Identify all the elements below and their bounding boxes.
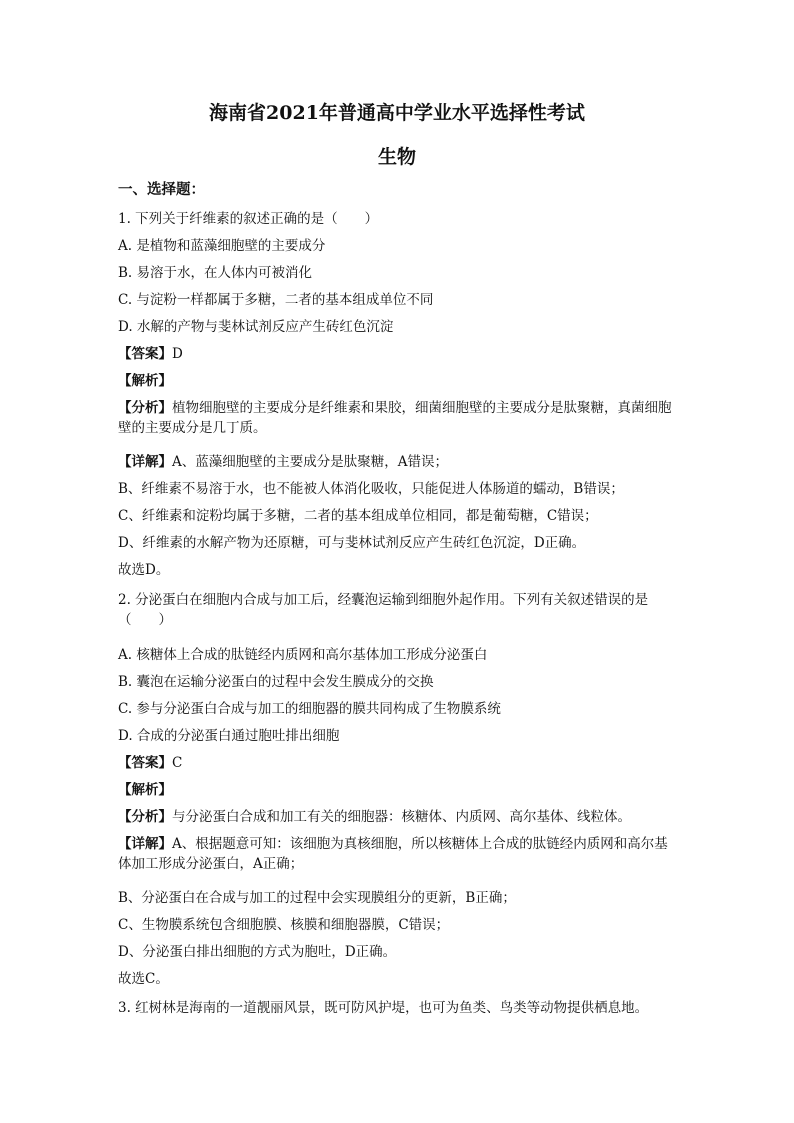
q3-stem: 3. 红树林是海南的一道靓丽风景，既可防风护堤，也可为鱼类、鸟类等动物提供栖息地。 — [118, 1000, 649, 1016]
q2-stem: 2. 分泌蛋白在细胞内合成与加工后，经囊泡运输到细胞外起作用。下列有关叙述错误的是（ ） — [118, 592, 649, 628]
q1-xiangjie-1: A、蓝藻细胞壁的主要成分是肽聚糖，A错误； — [172, 454, 448, 470]
q2-xiangjie-1: A、根据题意可知：该细胞为真核细胞，所以核糖体上合成的肽链经内质网和高尔基体加工形成分泌蛋白，A正确； — [118, 836, 668, 872]
q1-fenxi — [118, 398, 678, 438]
q2-xiangjie-2: B、分泌蛋白在合成与加工的过程中会实现膜组分的更新，B正确； — [118, 890, 516, 906]
q1-option-a: A. 是植物和蓝藻细胞壁的主要成分 — [118, 238, 326, 254]
q1-answer-tag: 【答案】 — [118, 346, 172, 362]
q2-option-b: B. 囊泡在运输分泌蛋白的过程中会发生膜成分的交换 — [118, 674, 434, 690]
q1-xiangjie — [118, 452, 678, 472]
q2-answer — [118, 753, 678, 773]
q2-fenxi-tag: 【分析】 — [118, 809, 172, 825]
q1-jiexi: 【解析】 — [118, 373, 172, 389]
section-heading: 一、选择题： — [118, 181, 205, 198]
q2-fenxi-text: 与分泌蛋白合成和加工有关的细胞器：核糖体、内质网、高尔基体、线粒体。 — [172, 809, 631, 825]
q2-answer-value: C — [172, 755, 183, 771]
q2-answer-tag: 【答案】 — [118, 755, 172, 771]
subject-title: 生物 — [377, 146, 416, 168]
q1-xiangjie-4: D、纤维素的水解产物为还原糖，可与斐林试剂反应产生砖红色沉淀，D正确。 — [118, 535, 586, 551]
q1-xiangjie-tag: 【详解】 — [118, 454, 172, 470]
q2-jiexi: 【解析】 — [118, 782, 172, 798]
q1-option-b: B. 易溶于水，在人体内可被消化 — [118, 265, 313, 281]
q2-option-c: C. 参与分泌蛋白合成与加工的细胞器的膜共同构成了生物膜系统 — [118, 701, 501, 717]
exam-title: 海南省2021年普通高中学业水平选择性考试 — [209, 102, 585, 124]
q2-option-a: A. 核糖体上合成的肽链经内质网和高尔基体加工形成分泌蛋白 — [118, 647, 488, 663]
q1-stem: 1. 下列关于纤维素的叙述正确的是（ ） — [118, 211, 379, 227]
q2-fenxi — [118, 807, 678, 827]
q1-conclusion: 故选D。 — [118, 562, 170, 578]
q1-xiangjie-2: B、纤维素不易溶于水，也不能被人体消化吸收，只能促进人体肠道的蠕动，B错误； — [118, 481, 624, 497]
q2-xiangjie-tag: 【详解】 — [118, 836, 172, 852]
q2-xiangjie-4: D、分泌蛋白排出细胞的方式为胞吐，D正确。 — [118, 944, 397, 960]
q2-option-d: D. 合成的分泌蛋白通过胞吐排出细胞 — [118, 728, 340, 744]
q1-option-c: C. 与淀粉一样都属于多糖，二者的基本组成单位不同 — [118, 292, 434, 308]
q2-xiangjie — [118, 834, 678, 874]
q1-answer — [118, 344, 678, 364]
q2-xiangjie-3: C、生物膜系统包含细胞膜、核膜和细胞器膜，C错误； — [118, 917, 450, 933]
q1-fenxi-tag: 【分析】 — [118, 400, 172, 416]
q1-xiangjie-3: C、纤维素和淀粉均属于多糖，二者的基本组成单位相同，都是葡萄糖，C错误； — [118, 508, 598, 524]
q1-answer-value: D — [172, 346, 183, 362]
q1-fenxi-text: 植物细胞壁的主要成分是纤维素和果胶，细菌细胞壁的主要成分是肽聚糖，真菌细胞壁的主要成分是几丁质。 — [118, 400, 672, 436]
q2-conclusion: 故选C。 — [118, 971, 169, 987]
q1-option-d: D. 水解的产物与斐林试剂反应产生砖红色沉淀 — [118, 319, 394, 335]
